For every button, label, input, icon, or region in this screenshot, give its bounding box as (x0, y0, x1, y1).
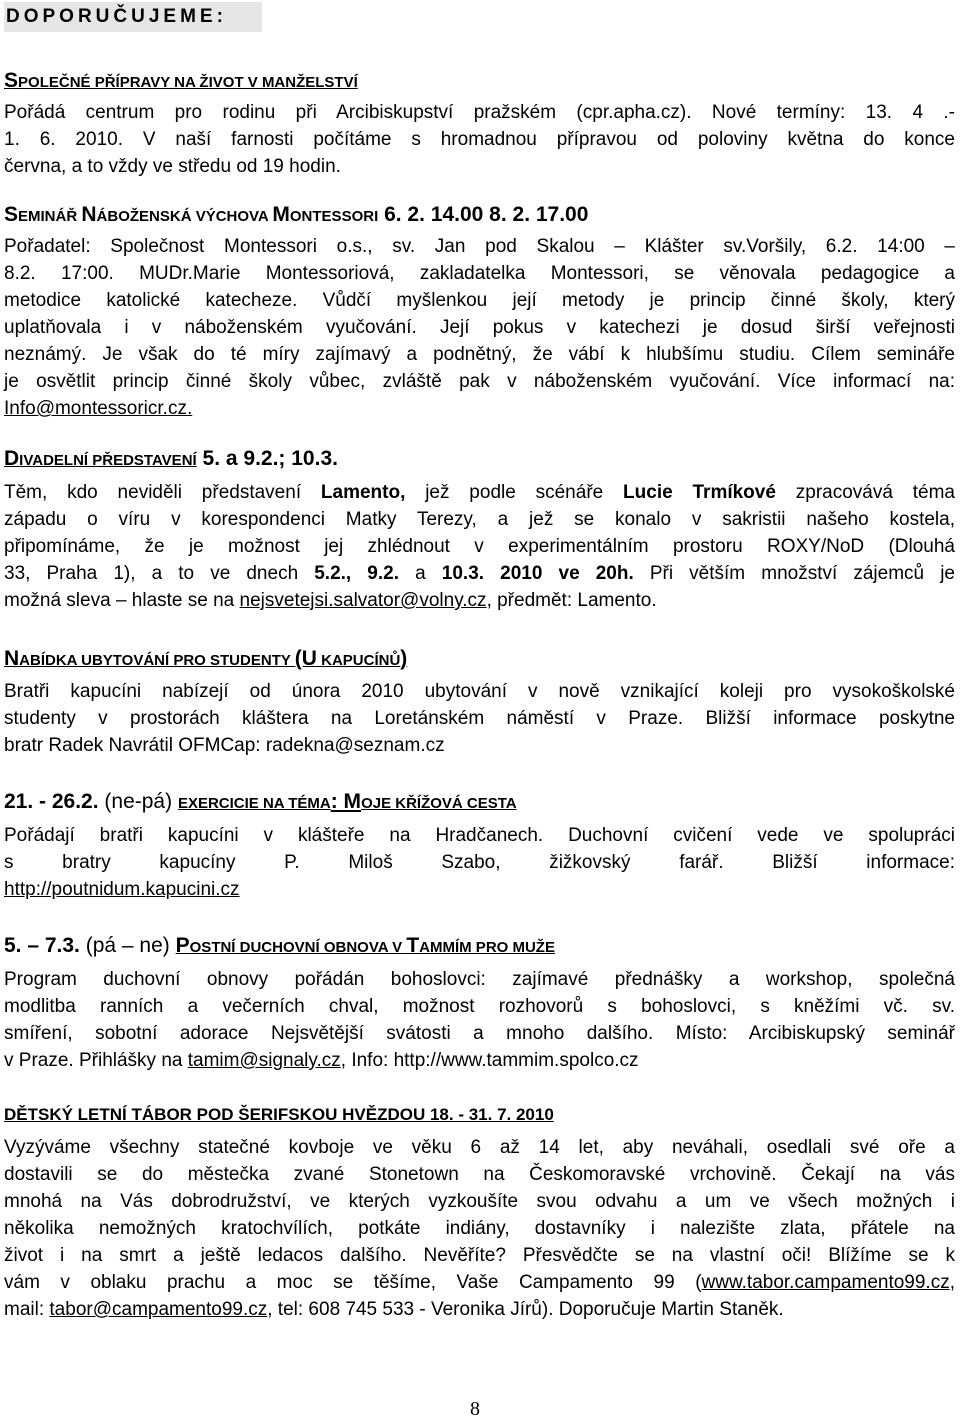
paragraph-line: Program duchovní obnovy pořádán bohoslovci: zajímavé přednášky a workshop, společná (4, 969, 955, 990)
kapucini-link[interactable]: http://poutnidum.kapucini.cz (4, 879, 240, 900)
paragraph-line: června, a to vždy ve středu od 19 hodin. (4, 156, 341, 177)
paragraph-line: mail: tabor@campamento99.cz, tel: 608 745 533 - Veronika Jírů). Doporučuje Martin Staněk. (4, 1299, 784, 1320)
paragraph-line: Těm, kdo neviděli představení Lamento, jež podle scénáře Lucie Trmíkové zpracovává téma (4, 482, 955, 503)
paragraph-line: modlitba ranních a večerních chval, možnost rozhovorů s bohoslovci, s kněžími vč. sv. (4, 996, 955, 1017)
section-title-lenten-retreat: 5. – 7.3. (pá – ne) POSTNÍ DUCHOVNÍ OBNOVA V TAMMÍM PRO MUŽE (4, 934, 555, 957)
paragraph-line: je osvětlit princip činné školy vůbec, zvláště pak v náboženském vyučování. Více informací na: (4, 371, 955, 392)
salvator-email-link[interactable]: nejsvetejsi.salvator@volny.cz (239, 590, 487, 611)
section-title-montessori-seminar: SEMINÁŘ NÁBOŽENSKÁ VÝCHOVA MONTESSORI 6. 2. 14.00 8. 2. 17.00 (4, 203, 589, 226)
paragraph-line: metodice katolické katecheze. Vůdčí myšlenkou její metody je princip činné školy, který (4, 290, 955, 311)
section-title-exercises: 21. - 26.2. (ne-pá) EXERCICIE NA TÉMA: MOJE KŘÍŽOVÁ CESTA (4, 790, 517, 813)
section-title-summer-camp: DĚTSKÝ LETNÍ TÁBOR POD ŠERIFSKOU HVĚZDOU 18. - 31. 7. 2010 (4, 1105, 554, 1124)
paragraph-line: mnohá na Vás dobrodružství, ve kterých vyzkoušíte svou odvahu a um ve všech možných i (4, 1191, 955, 1212)
paragraph-line: dostavili se do městečka zvané Stonetown na Českomoravské vrchovině. Čekají na vás (4, 1164, 955, 1185)
section-title-marriage-preparation: SPOLEČNÉ PŘÍPRAVY NA ŽIVOT V MANŽELSTVÍ (4, 69, 358, 92)
paragraph-line: 8.2. 17:00. MUDr.Marie Montessoriová, zakladatelka Montessori, se věnovala pedagogice a (4, 263, 955, 284)
paragraph-line: Pořadatel: Společnost Montessori o.s., sv. Jan pod Skalou – Klášter sv.Voršily, 6.2. 14:00 – (4, 236, 955, 257)
paragraph-line: Bratři kapucíni nabízejí od února 2010 ubytování v nově vznikající koleji pro vysokoškolské (4, 681, 955, 702)
paragraph-line: smíření, sobotní adorace Nejsvětější svátosti a mnoho dalšího. Místo: Arcibiskupský seminář (4, 1023, 955, 1044)
paragraph-line: Pořádají bratři kapucíni v klášteře na Hradčanech. Duchovní cvičení vede ve spolupráci (4, 825, 955, 846)
paragraph-line: Pořádá centrum pro rodinu při Arcibiskupství pražském (cpr.apha.cz). Nové termíny: 13. 4 .- (4, 102, 955, 123)
page-number: 8 (470, 1398, 480, 1420)
paragraph-line: život i na smrt a ještě ledacos dalšího. Nevěříte? Přesvědčte se na vlastní oči! Blížíme se k (4, 1245, 955, 1266)
paragraph-line: 33, Praha 1), a to ve dnech 5.2., 9.2. a 10.3. 2010 ve 20h. Při větším množství zájemců je (4, 563, 955, 584)
paragraph-line: studenty v prostorách kláštera na Loretánském náměstí v Praze. Bližší informace poskytne (4, 708, 955, 729)
paragraph-line: západu o víru v korespondenci Matky Terezy, a jež se konalo v sakristii našeho kostela, (4, 509, 955, 530)
paragraph-line: uplatňovala i v náboženském vyučování. Její pokus v katechezi je dosud širší veřejnosti (4, 317, 955, 338)
campamento-web-link[interactable]: www.tabor.campamento99.cz (701, 1272, 950, 1293)
tamim-email-link[interactable]: tamim@signaly.cz (187, 1050, 341, 1071)
paragraph-line: Vyzýváme všechny statečné kovboje ve věku 6 až 14 let, aby neváhali, osedlali své oře a (4, 1137, 955, 1158)
paragraph-line: možná sleva – hlaste se na nejsvetejsi.salvator@volny.cz, předmět: Lamento. (4, 590, 657, 611)
section-title-theatre: DIVADELNÍ PŘEDSTAVENÍ 5. a 9.2.; 10.3. (4, 447, 338, 470)
paragraph-line: vám v oblaku prachu a moc se těšíme, Vaše Campamento 99 (www.tabor.campamento99.cz, (4, 1272, 955, 1293)
montessori-email-link[interactable]: Info@montessoricr.cz. (4, 398, 193, 419)
paragraph-line: neznámý. Je však do té míry zajímavý a podnětný, že vábí k hlubšímu studiu. Cílem semináře (4, 344, 955, 365)
paragraph-line: s bratry kapucíny P. Miloš Szabo, žižkovský farář. Bližší informace: (4, 852, 955, 873)
paragraph-line: připomínáme, že je možnost jej zhlédnout v experimentálním prostoru ROXY/NoD (Dlouhá (4, 536, 955, 557)
paragraph-line: několika nemožných kratochvílích, potkáte indiány, dostavníky i nalezište zlata, přátele na (4, 1218, 955, 1239)
section-title-accommodation: NABÍDKA UBYTOVÁNÍ PRO STUDENTY (U KAPUCÍNŮ) (4, 647, 408, 670)
campamento-email-link[interactable]: tabor@campamento99.cz (49, 1299, 268, 1320)
paragraph-line: v Praze. Přihlášky na tamim@signaly.cz, Info: http://www.tammim.spolco.cz (4, 1050, 639, 1071)
paragraph-line: 1. 6. 2010. V naší farnosti počítáme s hromadnou přípravou od poloviny května do konce (4, 129, 955, 150)
recommendations-heading: DOPORUČUJEME: (4, 2, 262, 32)
paragraph-line: bratr Radek Navrátil OFMCap: radekna@seznam.cz (4, 735, 445, 756)
